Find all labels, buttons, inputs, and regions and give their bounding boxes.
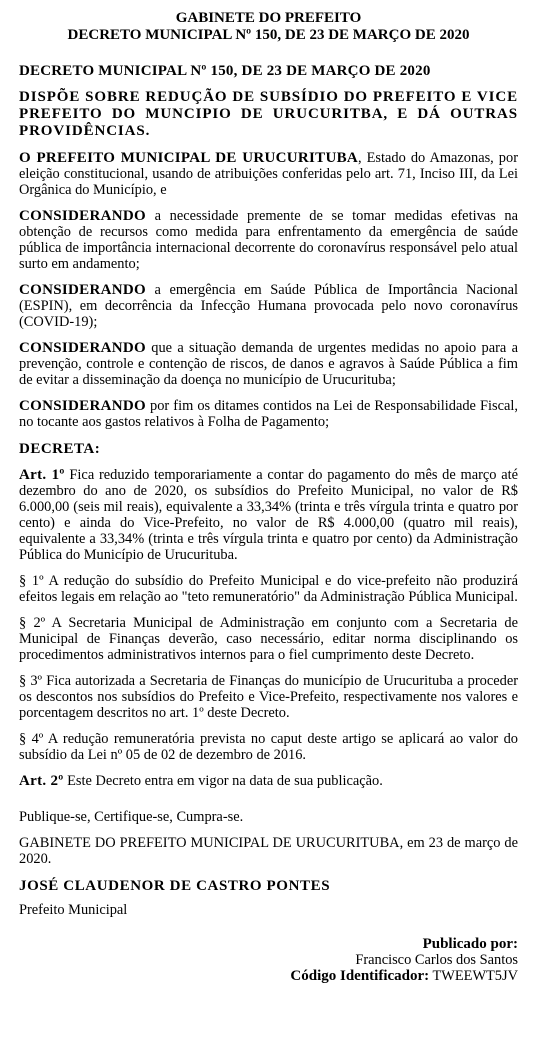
decree-title: DECRETO MUNICIPAL Nº 150, DE 23 DE MARÇO DE 2020 [19, 63, 431, 79]
decree-summary: DISPÕE SOBRE REDUÇÃO DE SUBSÍDIO DO PREFEITO E VICE PREFEITO DO MUNCIPIO DE URUCURITBA, E DÁ OUTRAS PROVIDÊNCIAS. [19, 89, 518, 139]
header-decree-title: DECRETO MUNICIPAL Nº 150, DE 23 DE MARÇO DE 2020 [67, 27, 470, 43]
considerando-3 [19, 340, 518, 388]
considerando-lead: CONSIDERANDO [19, 208, 146, 224]
considerando-lead: CONSIDERANDO [19, 282, 146, 298]
paragraph-1: § 1º A redução do subsídio do Prefeito Municipal e do vice-prefeito não produzirá efeitos legais em relação ao "teto remuneratório" da Administração Pública Municipal. [19, 573, 518, 605]
article-text: Este Decreto entra em vigor na data de sua publicação. [63, 773, 383, 789]
paragraph-4: § 4º A redução remuneratória prevista no caput deste artigo se aplicará ao valor do subsídio da Lei nº 05 de 02 de dezembro de 2016. [19, 731, 518, 763]
article-2 [19, 773, 518, 789]
article-1 [19, 467, 518, 563]
considerando-text: a necessidade premente de se tomar medidas efetivas na obtenção de recursos como medida para enfrentamento da emergência de saúde pública de importância internacional decorrente do coronavírus responsável pelo atual surto em andamento; [19, 208, 518, 272]
considerando-lead: CONSIDERANDO [19, 340, 146, 356]
considerando-text: por fim os ditames contidos na Lei de Responsabilidade Fiscal, no tocante aos gastos relativos à Folha de Pagamento; [19, 398, 518, 430]
preamble-lead: O PREFEITO MUNICIPAL DE URUCURITUBA [19, 150, 359, 166]
preamble [19, 150, 518, 198]
preamble-text: , Estado do Amazonas, por eleição constitucional, usando de atribuições conferidas pelo art. 71, Inciso III, da Lei Orgânica do Município, e [19, 150, 518, 198]
paragraph-3: § 3º Fica autorizada a Secretaria de Finanças do município de Urucurituba a proceder os descontos nos subsídios do Prefeito e Vice-Prefeito, respectivamente nos valores e porcentagem descritos no art. 1º deste Decreto. [19, 673, 518, 721]
publisher-name: Francisco Carlos dos Santos [355, 952, 518, 968]
considerando-text: que a situação demanda de urgentes medidas no apoio para a prevenção, controle e contenção de riscos, de danos e agravos à Saúde Pública a fim de evitar a disseminação da doença no município de Urucurituba; [19, 340, 518, 388]
considerando-4 [19, 398, 518, 430]
header-office: GABINETE DO PREFEITO [175, 10, 362, 26]
article-lead: Art. 1º [19, 467, 65, 483]
gabinete-date: GABINETE DO PREFEITO MUNICIPAL DE URUCURITUBA, em 23 de março de 2020. [19, 835, 518, 867]
considerando-text: a emergência em Saúde Pública de Importância Nacional (ESPIN), em decorrência da Infecção Humana provocada pelo novo coronavírus (COVID-19); [19, 282, 518, 330]
publication-info [19, 936, 518, 984]
publication-order: Publique-se, Certifique-se, Cumpra-se. [19, 809, 244, 825]
identifier-label: Código Identificador: [290, 968, 430, 984]
published-by-label: Publicado por: [422, 936, 518, 952]
signatory-role: Prefeito Municipal [19, 902, 128, 918]
document-header [19, 10, 518, 44]
signatory-name: JOSÉ CLAUDENOR DE CASTRO PONTES [19, 878, 331, 894]
article-lead: Art. 2º [19, 773, 64, 789]
considerando-lead: CONSIDERANDO [19, 398, 146, 414]
article-text: Fica reduzido temporariamente a contar do pagamento do mês de março até dezembro do ano de 2020, os subsídios do Prefeito Municipal, no valor de R$ 6.000,00 (seis mil reais), equivalente a 33,34% (trinta e três vírgula trinta e quatro por cento) e ainda do Vice-Prefeito, no valor de R$ 4.000,00 (quatro mil reais), equivalente a 33,34% (trinta e três vírgula trinta e quatro por cento) da Administração Pública do Município de Urucurituba. [19, 467, 518, 563]
identifier-line [19, 968, 518, 984]
considerando-2 [19, 282, 518, 330]
considerando-1 [19, 208, 518, 272]
paragraph-2: § 2º A Secretaria Municipal de Administração em conjunto com a Secretaria de Municipal de Finanças deverão, caso necessário, editar norma disciplinando os procedimentos administrativos internos para o fiel cumprimento deste Decreto. [19, 615, 518, 663]
decreta-heading: DECRETA: [19, 441, 101, 457]
identifier-code: TWEEWT5JV [432, 968, 518, 984]
